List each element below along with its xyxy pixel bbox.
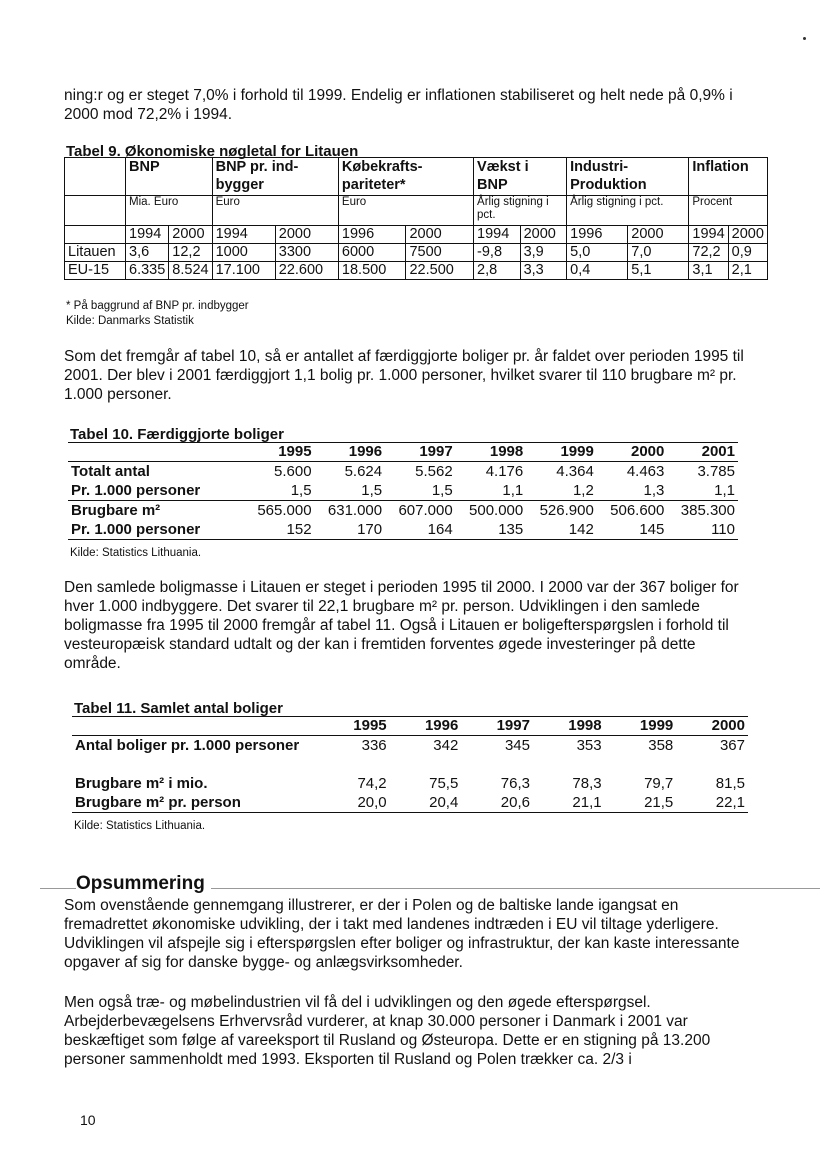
table10-cell: 5.562 [415,463,453,480]
table11-row [72,793,748,813]
table10-cell: 170 [315,520,386,540]
table11-cell: 336 [361,737,387,754]
table10-cell: 4.176 [485,463,524,480]
table11-cell: 76,3 [500,775,530,792]
table10-year: 1997 [385,442,456,462]
table10-year: 2000 [597,442,668,462]
table9-cell: 5,1 [628,262,689,280]
table11-year: 2000 [676,716,748,736]
table9-source: Kilde: Danmarks Statistik [66,315,194,327]
table11-row [72,736,748,775]
table9-row-label: Litauen [65,244,126,262]
table10-cell: 1,1 [667,481,738,501]
table10-year: 1996 [315,442,386,462]
table10-cell: 1,5 [385,481,456,501]
table11-cell: 78,3 [572,775,602,792]
table9-header-row [65,158,768,196]
table9-header: Købekrafts-pariteter* [338,158,473,196]
table10-year: 1999 [526,442,597,462]
table11-cell: 22,1 [676,793,748,813]
table9-year: 2000 [520,226,567,244]
table10-row [68,501,738,521]
table10 [68,442,738,540]
table10-cell: 565.000 [257,502,312,519]
table9-cell: -9,8 [474,244,521,262]
table9-cell: 1000 [212,244,275,262]
table10-year: 1998 [456,442,527,462]
table11-year: 1999 [605,716,677,736]
table9-year: 1996 [567,226,628,244]
table10-source: Kilde: Statistics Lithuania. [70,547,202,559]
table9-year: 2000 [275,226,338,244]
table9-year: 2000 [169,226,212,244]
table10-cell: 1,5 [315,481,386,501]
table9-year-row [65,226,768,244]
table9-corner [65,158,126,196]
table11-cell: 367 [719,737,745,754]
table11-caption: Tabel 11. Samlet antal boliger [74,700,283,717]
table9-header: Industri-Produktion [567,158,689,196]
table9-cell: 72,2 [689,244,728,262]
speck [803,37,806,40]
table10-cell: 500.000 [469,502,524,519]
table9-header: Vækst i BNP [474,158,567,196]
table10-cell: 526.900 [539,502,594,519]
table9-year: 2000 [406,226,474,244]
table9-cell: 3,9 [520,244,567,262]
table10-row [68,481,738,501]
table9-cell: 7,0 [628,244,689,262]
table9-cell: 12,2 [169,244,212,262]
table9-caption: Tabel 9. Økonomiske nøgletal for Litauen [66,143,359,160]
table9-cell: 3300 [275,244,338,262]
table9-cell: 2,1 [728,262,767,280]
table10-header-row [68,442,738,462]
table10-corner [68,442,244,462]
table11-cell: 21,1 [533,793,605,813]
table10-year: 1995 [244,442,315,462]
table9-row-litauen [65,244,768,262]
table10-cell: 385.300 [680,502,735,519]
table9-footnote: * På baggrund af BNP pr. indbygger [66,300,249,312]
table9-unit: Mia. Euro [126,196,213,226]
table9-year: 1994 [474,226,521,244]
table9-corner [65,226,126,244]
table11-cell: 20,0 [318,793,390,813]
table10-row-label: Brugbare m² [71,502,161,519]
table10-cell: 110 [667,520,738,540]
table11-cell: 358 [648,737,674,754]
table10-cell: 142 [526,520,597,540]
table11-row-label: Brugbare m² i mio. [75,775,208,792]
table9-year: 1994 [689,226,728,244]
table9-cell: 7500 [406,244,474,262]
table10-cell: 164 [385,520,456,540]
table10-cell: 1,5 [244,481,315,501]
table10-cell: 506.600 [610,502,665,519]
table10-year: 2001 [667,442,738,462]
table9-unit: Årlig stigning i pct. [567,196,689,226]
table10-cell: 135 [456,520,527,540]
table9-cell: 2,8 [474,262,521,280]
table11-header-row [72,716,748,736]
table10-cell: 631.000 [327,502,383,519]
table10-cell: 1,1 [456,481,527,501]
table11-cell: 81,5 [715,775,745,792]
table11 [72,716,748,813]
table11-year: 1996 [390,716,462,736]
paragraph-3: Den samlede boligmasse i Litauen er steget i perioden 1995 til 2000. I 2000 var der 367 boliger for hver 1.000 indbyggere. Det svarer til 22,1 brugbare m² pr. person. Udviklingen i den samlede boligmasse fra 1995 til 2000 fremgår af tabel 11. Også i Litauen er boligefterspørgslen i forhold til vesteuropæisk standard udtalt og der kan i fremtiden forventes øgede investeringer på dette område. [64,579,739,672]
table9-row-label: EU-15 [65,262,126,280]
table9-year: 1996 [338,226,406,244]
table9 [64,157,768,280]
table9-unit: Euro [338,196,473,226]
table9-cell: 17.100 [212,262,275,280]
summary-paragraph-1: Som ovenstående gennemgang illustrerer, er der i Polen og de baltiske lande igangsat en fremadrettet økonomiske udvikling, der i takt med landenes indtræden i EU vil tiltage yderligere. Udviklingen vil afspejle sig i efterspørgslen efter boliger og infrastruktur, der kan kaste interessante opgaver af sig for danske bygge- og anlægsvirksomheder. [64,897,740,971]
table10-cell: 5.624 [344,463,383,480]
table11-cell: 79,7 [644,775,674,792]
table9-cell: 0,9 [728,244,767,262]
table9-unit: Årlig stigning i pct. [474,196,567,226]
table10-row-label: Totalt antal [71,463,150,480]
table11-cell: 75,5 [429,775,459,792]
table10-caption: Tabel 10. Færdiggjorte boliger [70,426,284,443]
section-heading: Opsummering [76,873,211,895]
table9-corner [65,196,126,226]
table9-cell: 22.600 [275,262,338,280]
table9-header: BNP [126,158,213,196]
table9-year: 1994 [212,226,275,244]
table11-cell: 20,6 [461,793,533,813]
table10-row-label: Pr. 1.000 personer [68,520,244,540]
table9-cell: 3,6 [126,244,169,262]
table10-cell: 4.463 [626,463,665,480]
table10-cell: 4.364 [556,463,594,480]
table10-row [68,520,738,540]
summary-paragraph-2: Men også træ- og møbelindustrien vil få del i udviklingen og den øgede efterspørgsel. Arbejderbevægelsens Erhvervsråd vurderer, at knap 30.000 personer i Danmark i 2001 var beskæftiget som følge af vareeksport til Rusland og Østeuropa. Dette er en stigning på 13.200 personer sammenholdt med 1993. Eksporten til Rusland og Polen trækker ca. 2/3 i [64,994,711,1068]
table9-row-eu15 [65,262,768,280]
table11-row-label: Antal boliger pr. 1.000 personer [75,737,300,754]
intro-paragraph: ning:r og er steget 7,0% i forhold til 1999. Endelig er inflationen stabiliseret og helt nede på 0,9% i 2000 mod 72,2% i 1994. [64,87,733,123]
table9-unit: Euro [212,196,338,226]
table9-cell: 3,3 [520,262,567,280]
table11-cell: 345 [504,737,530,754]
table10-cell: 145 [597,520,668,540]
table9-cell: 5,0 [567,244,628,262]
table10-cell: 5.600 [274,463,312,480]
table9-year: 2000 [728,226,767,244]
table9-cell: 22.500 [406,262,474,280]
table11-cell: 21,5 [605,793,677,813]
table10-cell: 152 [244,520,315,540]
table11-year: 1995 [318,716,390,736]
table10-cell: 1,2 [526,481,597,501]
table9-cell: 18.500 [338,262,406,280]
table9-unit-row [65,196,768,226]
table11-corner [72,716,318,736]
table9-unit: Procent [689,196,768,226]
table9-cell: 0,4 [567,262,628,280]
table11-cell: 74,2 [357,775,387,792]
table11-cell: 353 [576,737,602,754]
table9-year: 2000 [628,226,689,244]
table10-cell: 1,3 [597,481,668,501]
table10-row-label: Pr. 1.000 personer [68,481,244,501]
table9-header: BNP pr. ind-bygger [212,158,338,196]
table10-cell: 3.785 [697,463,735,480]
table11-cell: 20,4 [390,793,462,813]
table9-cell: 8.524 [169,262,212,280]
page-number: 10 [80,1112,96,1128]
table9-year: 1994 [126,226,169,244]
table9-cell: 3,1 [689,262,728,280]
paragraph-2: Som det fremgår af tabel 10, så er antallet af færdiggjorte boliger pr. år faldet over perioden 1995 til 2001. Der blev i 2001 færdiggjort 1,1 bolig pr. 1.000 personer, hvilket svarer til 110 brugbare m² pr. 1.000 personer. [64,348,744,403]
table11-row [72,774,748,793]
table9-cell: 6.335 [126,262,169,280]
table11-source: Kilde: Statistics Lithuania. [74,820,206,832]
table11-year: 1998 [533,716,605,736]
table11-cell: 342 [433,737,459,754]
table9-header: Inflation [689,158,768,196]
table10-row [68,462,738,482]
table10-cell: 607.000 [398,502,453,519]
table11-row-label: Brugbare m² pr. person [72,793,318,813]
table11-year: 1997 [461,716,533,736]
table9-cell: 6000 [338,244,406,262]
